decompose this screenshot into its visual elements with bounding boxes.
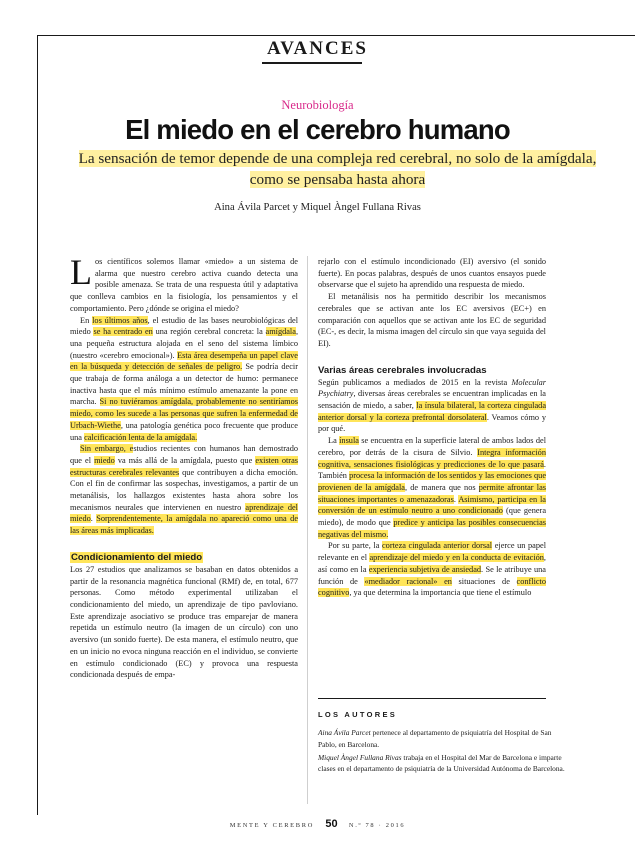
highlight: Asimismo, participa en la conversión de un estímulo neutro a uno condicionado — [318, 494, 546, 516]
highlight: «mediador racional» en — [364, 576, 452, 586]
text-run: (que genera miedo), de modo que — [318, 506, 546, 528]
text-run: , diversas áreas cerebrales se encuentran implicadas en la sensación de miedo, a saber, — [318, 389, 546, 411]
paragraph-intro — [70, 252, 298, 315]
highlight: ínsula — [339, 436, 359, 446]
highlight: se ha centrado en — [93, 327, 153, 337]
article-title: El miedo en el cerebro humano — [125, 114, 510, 145]
text-run: situaciones de — [451, 576, 517, 586]
right-column — [318, 256, 546, 599]
highlight: calcificación lenta de la amígdala. — [84, 432, 198, 442]
highlight: conflicto cognitivo — [318, 576, 547, 598]
highlight: los últimos años — [92, 315, 148, 325]
text-run: La — [328, 436, 340, 446]
section-label: AVANCES — [267, 38, 368, 59]
author-name: Aina Ávila Parcet — [318, 728, 371, 738]
highlight: aprendizaje del miedo y en la conducta de evitación — [369, 553, 544, 563]
column-divider — [307, 256, 308, 804]
text-run: , ya que determina la importancia que tiene el estímulo — [349, 588, 532, 598]
section-heading-conditioning — [70, 551, 298, 564]
paragraph-studies: Los 27 estudios que analizamos se basaban en datos obtenidos a partir de la resonancia magnética funcional (RMf) de, en total, 677 personas. Como método experimental utilizaban el condicionamiento del miedo, un aprendizaje de tipo pavloviano. Este aprendizaje asociativo se produce tras emparejar de manera repetida un estímulo neutro (la imagen de un círculo) con uno aversivo (un sonido fuerte). De esta manera, el estímulo neutro, que en un inicio no evoca ninguna reacción en el individuo, se convierte en estímulo condicionado (EC) y provoca una respuesta condicionada después de empa- — [70, 564, 298, 680]
text-run: que contribuyen a dicha emoción. Con el fin de confirmar las sospechas, investigamos, a partir de un metanálisis, los hallazgos existentes hasta ahora sobre los mecanismos neurales que intervienen en nuestro — [70, 467, 298, 512]
highlight: experiencia subjetiva de ansiedad — [368, 564, 482, 574]
author-bio-2 — [318, 752, 568, 775]
text-run: ejerce un papel relevante en el — [318, 541, 547, 563]
text-run: una región cerebral concreta: la — [152, 327, 266, 337]
highlight: procesa la información de los sentidos y las emociones que provienen de la amígdala — [318, 471, 546, 492]
author-bio-1 — [318, 727, 568, 750]
intro-text: os científicos solemos llamar «miedo» a un sistema de alarma que nuestro cerebro activa cuando detecta una posible amenaza. Se trata de una respuesta útil y adaptativa que conlleva cambios en la fisiología, los pensamientos y el comportamiento. Pero ¿dónde se origina el miedo? — [70, 257, 298, 313]
section-underline — [262, 62, 362, 64]
subtitle-text: La sensación de temor depende de una compleja red cerebral, no solo de la amígdala, como se pensaba hasta ahora — [78, 150, 597, 188]
left-column — [70, 252, 299, 681]
paragraph-areas — [318, 377, 546, 436]
text-run: En — [80, 315, 93, 325]
text-run: , una patología genética poco frecuente que produce una — [70, 420, 298, 442]
page-number: 50 — [325, 818, 338, 830]
heading-text: Condicionamiento del miedo — [71, 551, 203, 563]
author-name: Miquel Àngel Fullana Rivas — [318, 752, 402, 762]
kicker: Neurobiología — [281, 98, 354, 112]
highlight: amígdala — [265, 327, 296, 337]
frame-left-rule — [37, 35, 38, 815]
text-run: Según publicamos a mediados de 2015 en la revista — [318, 377, 512, 387]
text-run: . — [90, 514, 97, 524]
paragraph-cingulate — [318, 540, 546, 599]
paragraph-metanalysis: El metanálisis nos ha permitido describir los mecanismos cerebrales que se activan ante los EC aversivos (EC+) en comparación con aquellos que se activan ante los EC de seguridad (EC-, es decir, la misma imagen del círculo sin que vaya seguida del EI). — [318, 292, 546, 348]
byline: Aina Ávila Parcet y Miquel Àngel Fullana Rivas — [214, 202, 421, 213]
text-run: , una pequeña estructura alojada en el seno del sistema límbico (nuestro «cerebro emocional»). — [70, 327, 299, 360]
frame-top-rule — [37, 35, 635, 36]
page-footer — [0, 818, 635, 830]
highlight: Sorprendentemente, la amígdala no apareció como una de las áreas más implicadas. — [70, 514, 298, 536]
highlight: predice y anticipa las posibles consecuencias negativas del mismo. — [318, 518, 546, 539]
text-run: , así como en la — [318, 553, 546, 574]
highlight: miedo — [94, 455, 115, 465]
footer-magazine: MENTE Y CEREBRO — [229, 822, 315, 829]
text-run: Por su parte, la — [328, 541, 382, 551]
highlight: Sin embargo, e — [80, 444, 134, 454]
section-heading-areas: Varias áreas cerebrales involucradas — [318, 364, 487, 376]
highlight: la ínsula bilateral, la corteza cingulada anterior dorsal y la corteza prefrontal dorsolateral — [318, 401, 547, 422]
highlight: Si no tuviéramos amígdala, probablemente no sentiríamos miedo, como les sucede a las personas que sufren la enfermedad de Urbach-Wiethe — [70, 397, 299, 430]
author-bio-text: pertenece al departamento de psiquiatría del Hospital de San Pablo, en Barcelona. — [318, 728, 552, 749]
highlight: aprendizaje del miedo — [70, 502, 298, 524]
text-run: . Veamos cómo y por qué. — [318, 412, 546, 434]
highlight: corteza cingulada anterior dorsal — [382, 541, 493, 551]
highlight: permite afrontar las situaciones importantes o amenazadoras — [318, 482, 546, 504]
text-run: . También — [318, 459, 546, 481]
journal-name: Molecular Psychiatry — [318, 377, 546, 399]
text-run: , de manera que nos — [404, 482, 479, 492]
highlight: Integra información cognitiva, sensaciones fisiológicas y predicciones de lo que pasará — [318, 447, 546, 469]
authors-box — [318, 709, 568, 776]
highlight: existen otras estructuras cerebrales relevantes — [70, 455, 298, 477]
authors-rule — [318, 698, 546, 699]
highlight: Esta área desempeña un papel clave en la búsqueda y detección de señales de peligro. — [70, 350, 298, 372]
text-run: se encuentra en la superficie lateral de ambos lados del cerebro, por detrás de la cisura de Silvio. — [318, 436, 547, 457]
paragraph-insula — [318, 435, 546, 540]
text-run: Se podría decir que trabaja de forma análoga a un detector de humo: permanece inactiva hasta que el más mínimo estímulo amenazante la pone en marcha. — [70, 362, 298, 407]
author-bio-text: trabaja en el Hospital del Mar de Barcelona e imparte clases en el departamento de psiquiatría de la Universidad Autónoma de Barcelona. — [318, 752, 565, 774]
paragraph-amygdala — [70, 315, 298, 444]
text-run: . Se le atribuye una función de — [318, 564, 546, 586]
text-run: studios recientes con humanos han demostrado que el — [70, 444, 298, 465]
text-run: va más allá de la amígdala, puesto que — [114, 455, 256, 465]
text-run: . — [453, 494, 459, 504]
text-run: , el estudio de las bases neurobiológicas del miedo — [70, 315, 298, 337]
authors-label: LOS AUTORES — [318, 710, 398, 719]
paragraph-recent-studies — [70, 443, 298, 537]
article-subtitle — [60, 148, 615, 190]
footer-issue: N.º 78 · 2016 — [348, 822, 406, 829]
paragraph-continuation: rejarlo con el estímulo incondicionado (EI) aversivo (el sonido fuerte). En pocas palabras, después de unos cuantos ensayos puede observarse que el sujeto ha aprendido una respuesta de miedo. — [318, 257, 546, 290]
dropcap: L — [70, 252, 92, 292]
